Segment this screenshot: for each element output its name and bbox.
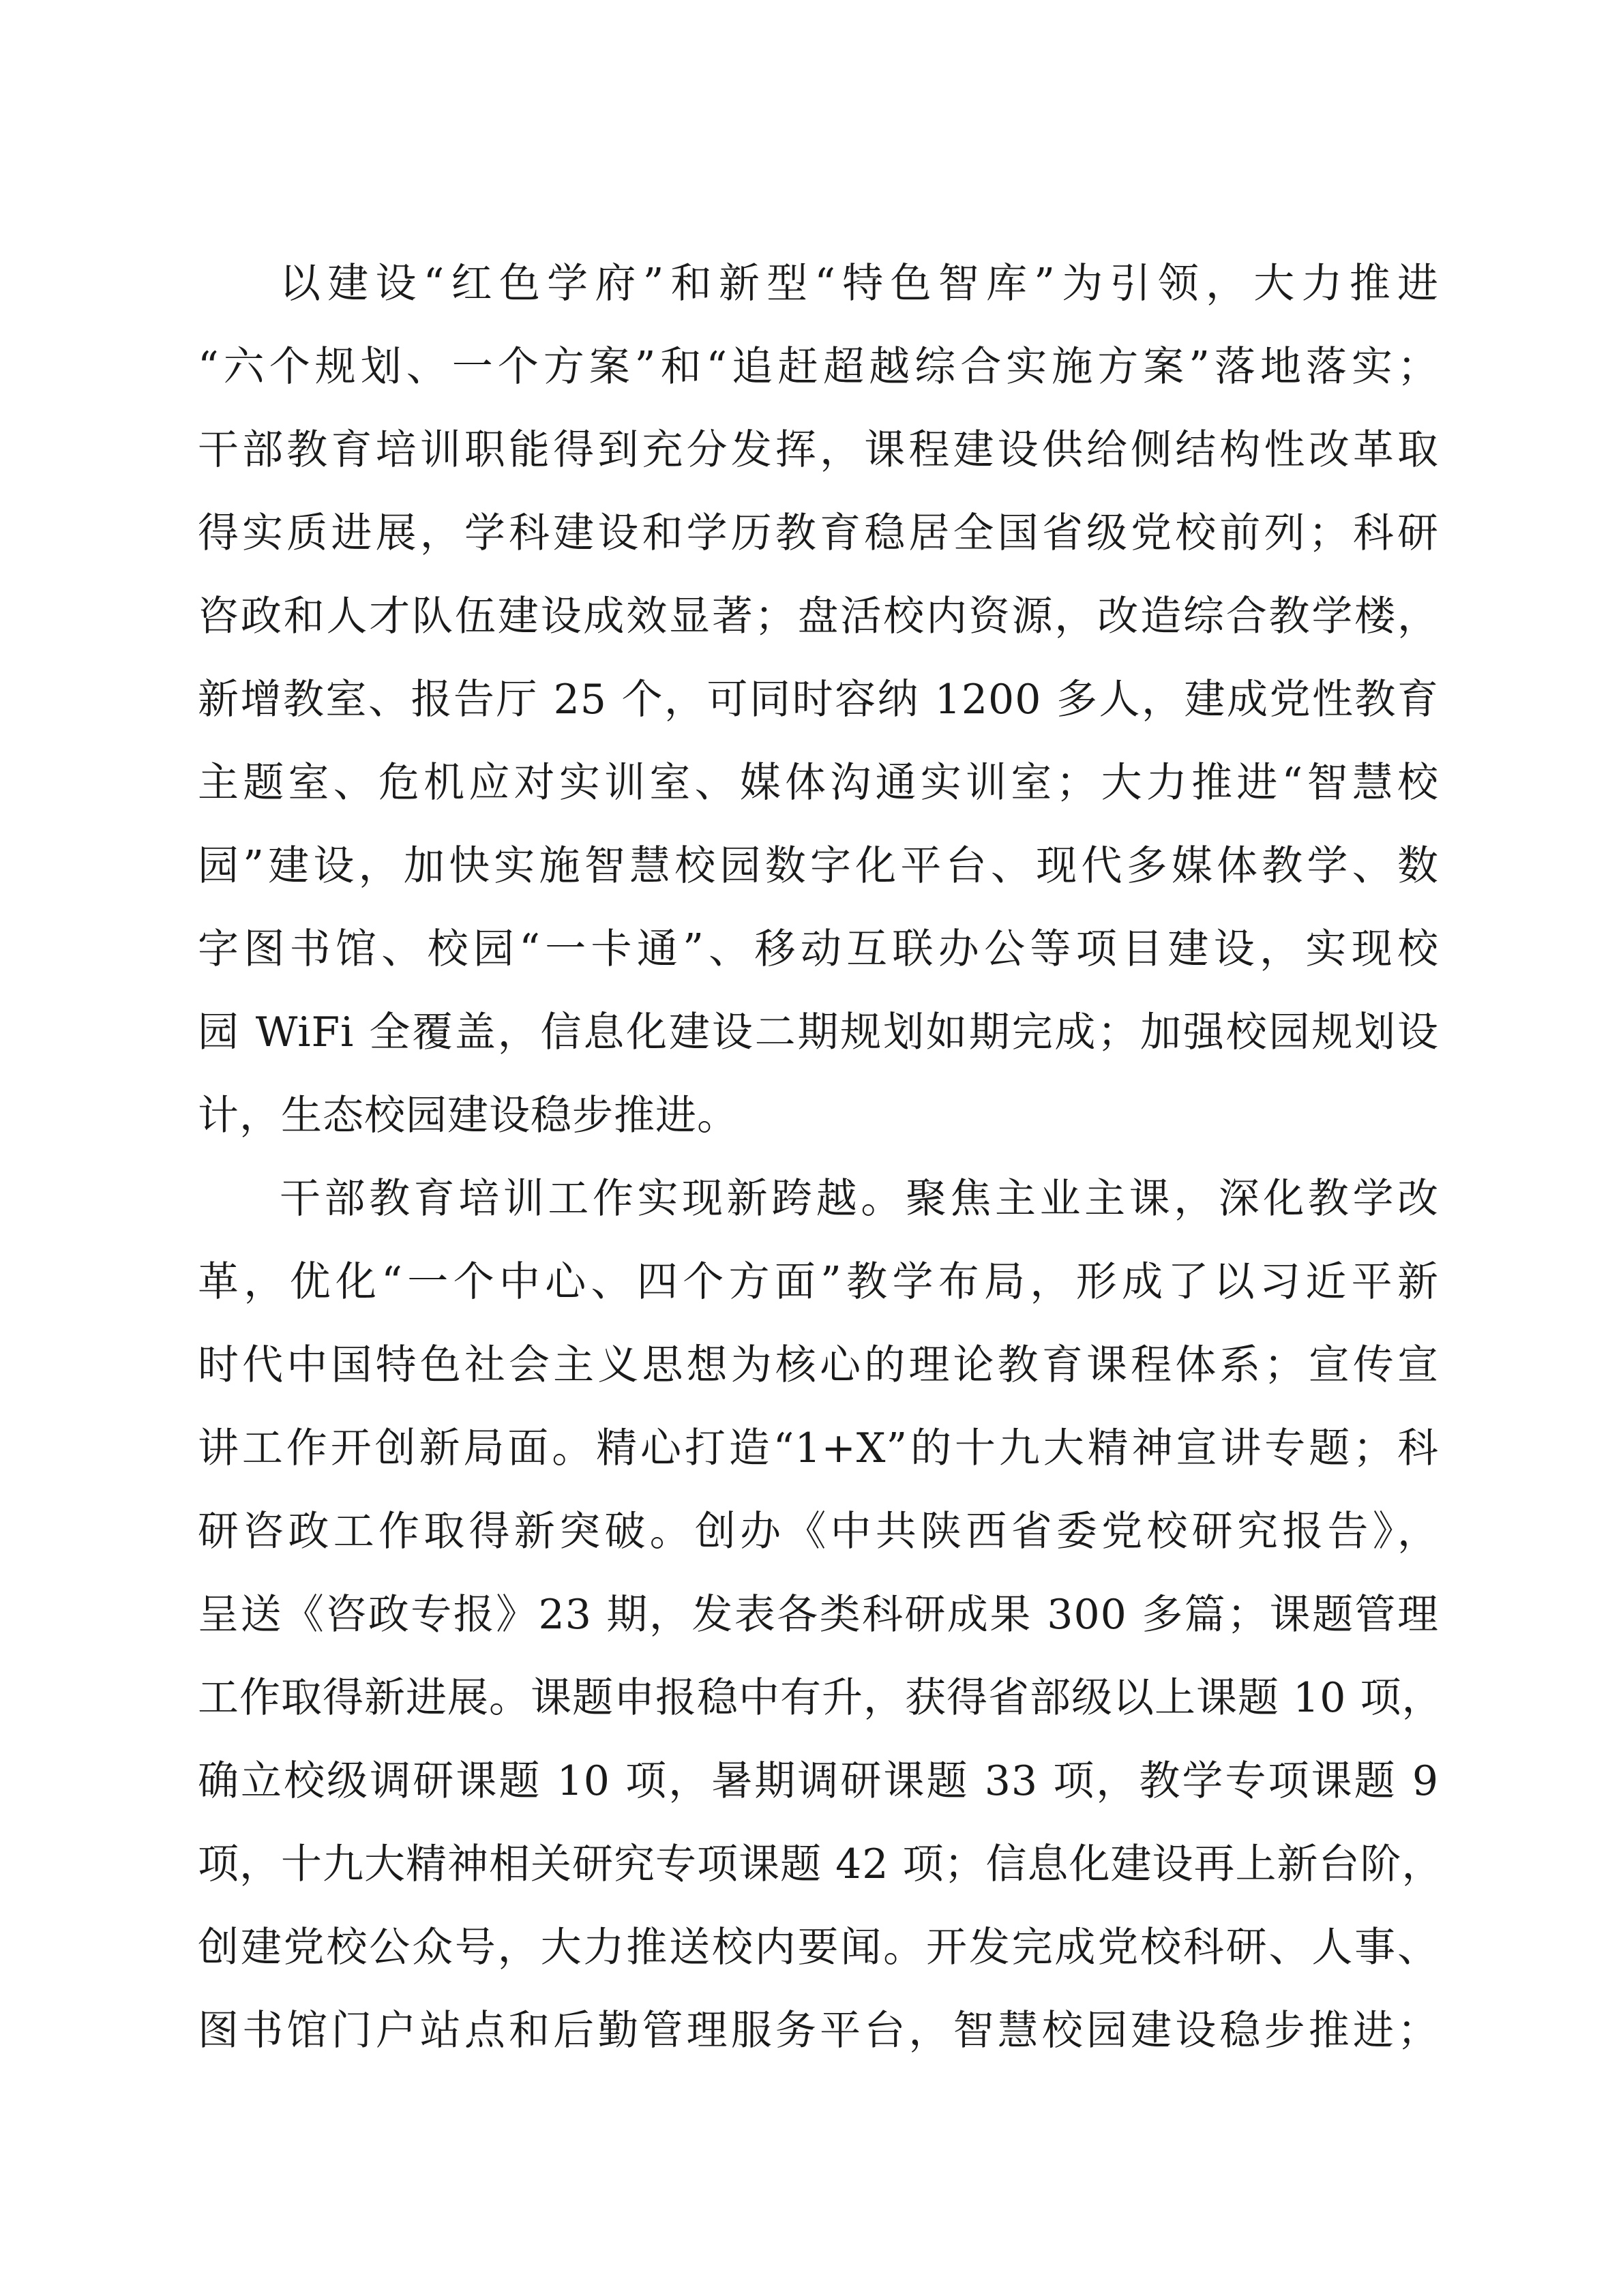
paragraph-line: 呈送《咨政专报》23 期，发表各类科研成果 300 多篇；课题管理	[198, 1591, 1439, 1639]
document-body	[198, 242, 1444, 2072]
paragraph-line: “六个规划、一个方案”和“追赶超越综合实施方案”落地落实；	[198, 343, 1439, 391]
paragraph-line: 时代中国特色社会主义思想为核心的理论教育课程体系；宣传宣	[198, 1341, 1439, 1389]
paragraph-line: 确立校级调研课题 10 项，暑期调研课题 33 项，教学专项课题 9	[198, 1757, 1439, 1805]
paragraph-line: 园”建设，加快实施智慧校园数字化平台、现代多媒体教学、数	[198, 842, 1439, 890]
paragraph-cadre-training	[198, 1157, 1444, 2072]
paragraph-line: 项，十九大精神相关研究专项课题 42 项；信息化建设再上新台阶，	[198, 1840, 1444, 1888]
paragraph-line: 图书馆门户站点和后勤管理服务平台，智慧校园建设稳步推进；	[198, 2007, 1439, 2055]
paragraph-line: 字图书馆、校园“一卡通”、移动互联办公等项目建设，实现校	[198, 925, 1439, 973]
paragraph-line: 咨政和人才队伍建设成效显著；盘活校内资源，改造综合教学楼，	[198, 593, 1439, 640]
paragraph-line: 工作取得新进展。课题申报稳中有升，获得省部级以上课题 10 项，	[198, 1674, 1444, 1722]
paragraph-line: 新增教室、报告厅 25 个，可同时容纳 1200 多人，建成党性教育	[198, 676, 1439, 724]
paragraph-line: 园 WiFi 全覆盖，信息化建设二期规划如期完成；加强校园规划设	[198, 1009, 1439, 1056]
paragraph-line: 干部教育培训工作实现新跨越。聚焦主业主课，深化教学改	[280, 1175, 1439, 1223]
paragraph-line: 革，优化“一个中心、四个方面”教学布局，形成了以习近平新	[198, 1258, 1439, 1306]
paragraph-line: 得实质进展，学科建设和学历教育稳居全国省级党校前列；科研	[198, 509, 1439, 557]
paragraph-line: 讲工作开创新局面。精心打造“1+X”的十九大精神宣讲专题；科	[198, 1425, 1439, 1472]
paragraph-line: 主题室、危机应对实训室、媒体沟通实训室；大力推进“智慧校	[198, 759, 1439, 807]
paragraph-line: 以建设“红色学府”和新型“特色智库”为引领，大力推进	[280, 260, 1439, 308]
paragraph-line: 计，生态校园建设稳步推进。	[198, 1092, 739, 1139]
paragraph-line: 研咨政工作取得新突破。创办《中共陕西省委党校研究报告》，	[198, 1508, 1439, 1555]
paragraph-line: 干部教育培训职能得到充分发挥，课程建设供给侧结构性改革取	[198, 426, 1439, 474]
paragraph-campus-construction	[198, 242, 1439, 1157]
paragraph-line: 创建党校公众号，大力推送校内要闻。开发完成党校科研、人事、	[198, 1924, 1439, 1971]
